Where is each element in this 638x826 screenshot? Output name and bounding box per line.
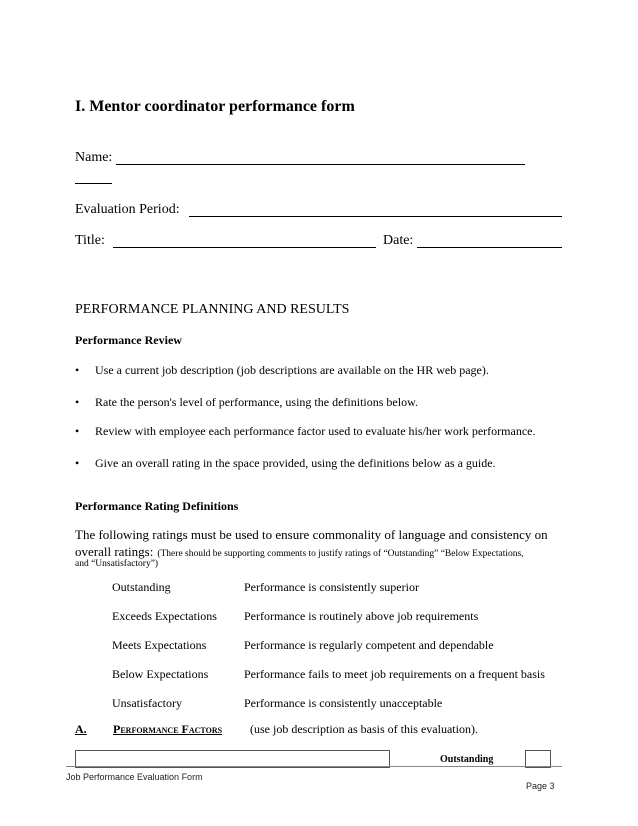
bullet-icon: • (75, 395, 80, 409)
evaluation-period-label: Evaluation Period: (75, 202, 180, 217)
performance-review-heading: Performance Review (75, 333, 182, 347)
title-field-line[interactable] (113, 247, 376, 248)
rating-definition: Performance is consistently unacceptable (244, 696, 443, 710)
title-label: Title: (75, 233, 105, 248)
section-heading: PERFORMANCE PLANNING AND RESULTS (75, 302, 350, 317)
bullet-icon: • (75, 424, 80, 438)
footer-rule (66, 766, 562, 767)
footer-form-name: Job Performance Evaluation Form (66, 772, 203, 782)
rating-name: Unsatisfactory (112, 696, 182, 710)
name-field-line[interactable] (116, 164, 525, 165)
rating-name: Meets Expectations (112, 638, 207, 652)
list-item: • Rate the person's level of performance, using the definitions below. (75, 395, 418, 409)
definitions-intro-line3: and “Unsatisfactory”) (75, 559, 159, 569)
bullet-icon: • (75, 456, 80, 470)
rating-name: Exceeds Expectations (112, 609, 217, 623)
rating-definition: Performance is consistently superior (244, 580, 419, 594)
rating-name: Outstanding (112, 580, 171, 594)
name-label: Name: (75, 150, 113, 165)
evaluation-period-field-line[interactable] (189, 216, 562, 217)
list-item: • Give an overall rating in the space provided, using the definitions below as a guide. (75, 456, 496, 470)
footer-page-number: Page 3 (526, 781, 555, 791)
table-outstanding-label: Outstanding (440, 754, 494, 765)
date-field-line[interactable] (417, 247, 562, 248)
factors-label: Performance Factors (113, 722, 223, 736)
rating-definitions-heading: Performance Rating Definitions (75, 499, 239, 513)
definitions-intro-line2: overall ratings: (There should be supporting comments to justify ratings of “Outstanding” “Below Expectations, (75, 544, 524, 559)
name-field-line-continued[interactable] (75, 183, 112, 184)
list-item: • Use a current job description (job descriptions are available on the HR web page). (75, 363, 489, 377)
rating-definition: Performance fails to meet job requirements on a frequent basis (244, 667, 545, 681)
factors-letter: A. (75, 722, 87, 736)
factors-note: (use job description as basis of this evaluation). (250, 722, 478, 736)
rating-definition: Performance is regularly competent and dependable (244, 638, 494, 652)
date-label: Date: (383, 233, 414, 248)
rating-name: Below Expectations (112, 667, 209, 681)
bullet-icon: • (75, 363, 80, 377)
form-title: I. Mentor coordinator performance form (75, 98, 355, 115)
rating-definition: Performance is routinely above job requirements (244, 609, 479, 623)
list-item: • Review with employee each performance factor used to evaluate his/her work performance. (75, 424, 536, 438)
definitions-intro-line1: The following ratings must be used to ensure commonality of language and consistency on (75, 527, 548, 542)
